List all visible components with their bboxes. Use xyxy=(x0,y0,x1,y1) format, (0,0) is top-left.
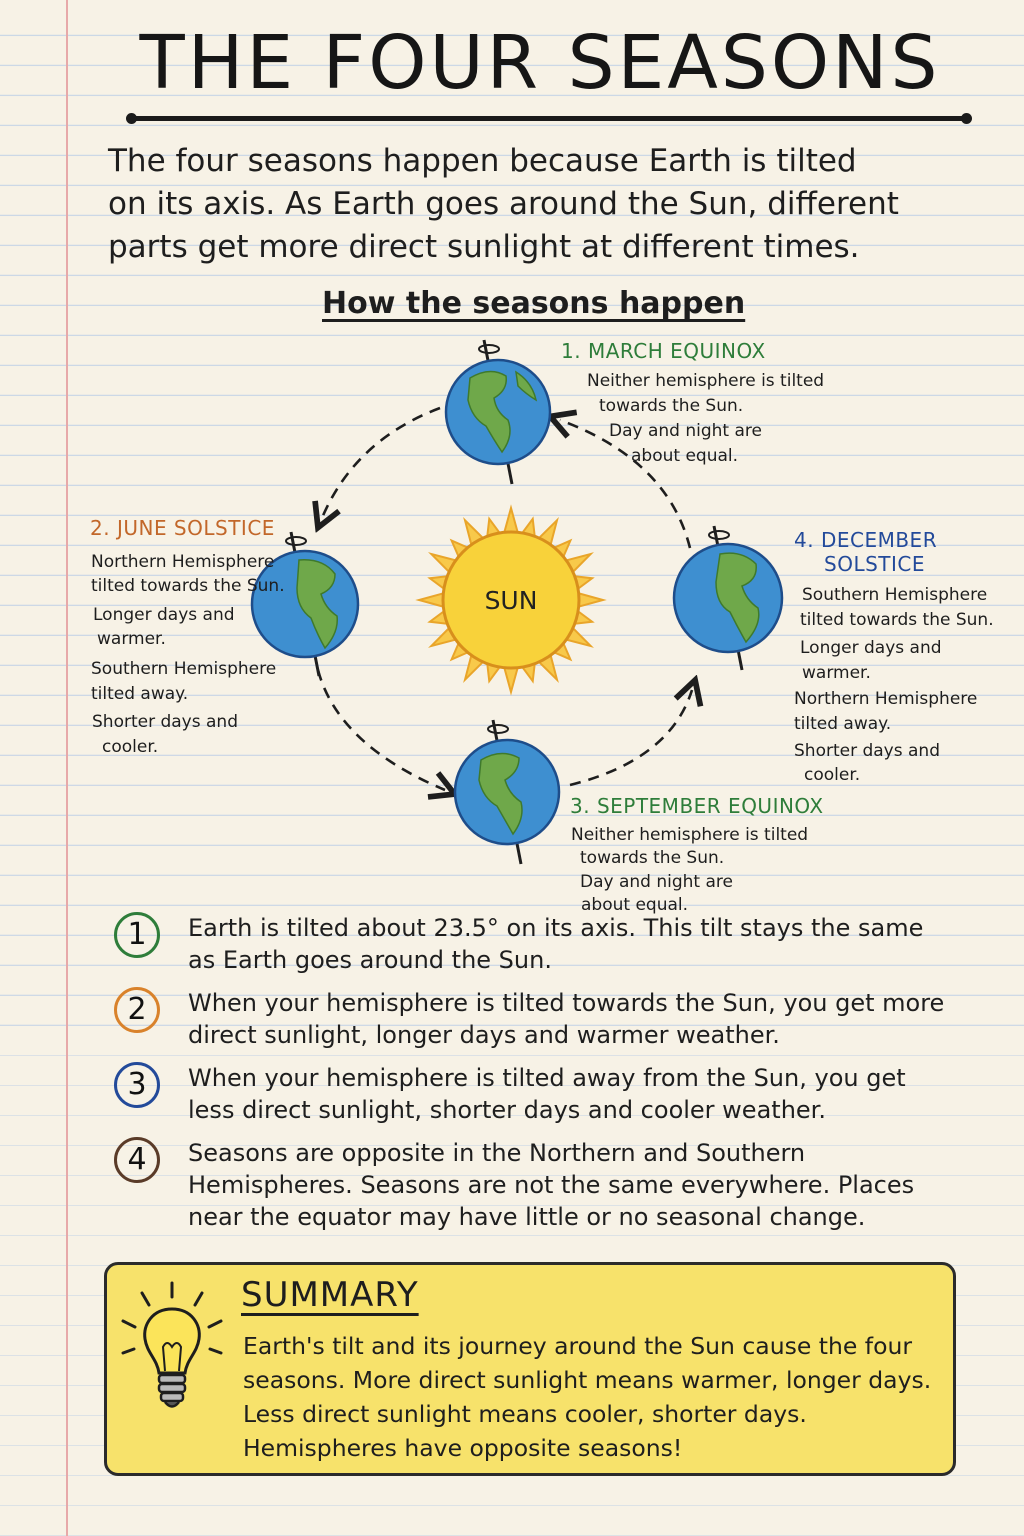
number-badge: 3 xyxy=(114,1062,160,1108)
season-desc-line: towards the Sun. xyxy=(580,848,725,868)
season-desc-line: Day and night are xyxy=(609,421,762,441)
season-desc-line: tilted away. xyxy=(794,714,892,734)
earth-march-icon xyxy=(446,340,550,484)
page-title: THE FOUR SEASONS xyxy=(139,20,941,106)
point-text: Earth is tilted about 23.5° on its axis. This tilt stays the same as Earth goes around the Sun. xyxy=(188,914,924,974)
summary-box xyxy=(104,1262,956,1476)
season-desc-line: Neither hemisphere is tilted xyxy=(571,825,809,845)
summary-line: Earth's tilt and its journey around the Sun cause the four xyxy=(243,1332,913,1360)
season-desc-line: tilted towards the Sun. xyxy=(91,576,285,596)
summary-text xyxy=(243,1329,933,1465)
earth-september-icon xyxy=(455,720,559,864)
season-desc-line: Longer days and xyxy=(93,605,235,625)
summary-line: seasons. More direct sunlight means warmer, longer days. xyxy=(243,1366,932,1394)
season-desc-line: Neither hemisphere is tilted xyxy=(587,371,825,391)
diagram-heading: How the seasons happen xyxy=(322,286,746,321)
season-desc-line: Southern Hemisphere xyxy=(91,659,277,679)
season-label-december: 4. DECEMBER xyxy=(794,528,938,552)
number-badge: 2 xyxy=(114,987,160,1033)
lightbulb-icon xyxy=(117,1277,227,1427)
season-label-september: 3. SEPTEMBER EQUINOX xyxy=(570,794,824,818)
season-desc-line: cooler. xyxy=(102,737,159,757)
sun-label: SUN xyxy=(484,586,538,615)
number-badge: 4 xyxy=(114,1137,160,1183)
number-badge: 1 xyxy=(114,912,160,958)
intro-paragraph xyxy=(108,140,938,269)
season-desc-line: tilted away. xyxy=(91,684,189,704)
season-desc-line: warmer. xyxy=(802,663,871,683)
season-label-march: 1. MARCH EQUINOX xyxy=(561,339,766,363)
list-item xyxy=(114,912,954,976)
sun-ray xyxy=(419,593,445,607)
summary-line: Hemispheres have opposite seasons! xyxy=(243,1434,683,1462)
season-label-december-line2: SOLSTICE xyxy=(824,552,925,576)
key-points-list xyxy=(114,912,954,1244)
list-item xyxy=(114,987,954,1051)
season-desc-line: about equal. xyxy=(581,895,689,915)
season-label-june: 2. JUNE SOLSTICE xyxy=(90,516,275,540)
sun-ray xyxy=(577,593,603,607)
point-text: When your hemisphere is tilted towards the Sun, you get more direct sunlight, longer days and warmer weather. xyxy=(188,989,945,1049)
seasons-orbit-diagram xyxy=(0,320,1024,920)
intro-line: The four seasons happen because Earth is tilted xyxy=(108,143,857,179)
orbit-path-3-to-4 xyxy=(570,690,692,785)
point-text: When your hemisphere is tilted away from the Sun, you get less direct sunlight, shorter days and cooler weather. xyxy=(188,1064,906,1124)
sun-icon xyxy=(419,508,603,692)
summary-line: Less direct sunlight means cooler, shorter days. xyxy=(243,1400,807,1428)
season-desc-line: cooler. xyxy=(804,765,861,785)
point-text: Seasons are opposite in the Northern and Southern Hemispheres. Seasons are not the same everywhere. Places near the equator may have little or no seasonal change. xyxy=(188,1139,915,1231)
sun-ray xyxy=(504,508,518,534)
season-desc-line: Shorter days and xyxy=(92,712,238,732)
season-desc-line: Southern Hemisphere xyxy=(802,585,988,605)
list-item xyxy=(114,1137,954,1233)
season-desc-line: Day and night are xyxy=(580,872,733,892)
season-desc-line: Shorter days and xyxy=(794,741,940,761)
season-desc-line: warmer. xyxy=(97,629,166,649)
season-desc-line: about equal. xyxy=(631,446,739,466)
orbit-path-2-to-3 xyxy=(318,670,445,790)
intro-line: parts get more direct sunlight at different times. xyxy=(108,229,860,265)
sun-ray xyxy=(504,666,518,692)
season-desc-line: towards the Sun. xyxy=(599,396,744,416)
season-desc-line: Longer days and xyxy=(800,638,942,658)
intro-line: on its axis. As Earth goes around the Sun, different xyxy=(108,186,899,222)
season-desc-line: Northern Hemisphere xyxy=(91,552,275,572)
season-desc-line: tilted towards the Sun. xyxy=(800,610,994,630)
orbit-path-1-to-2 xyxy=(322,408,440,518)
title-underline xyxy=(130,116,968,121)
summary-title: SUMMARY xyxy=(241,1275,419,1315)
list-item xyxy=(114,1062,954,1126)
season-desc-line: Northern Hemisphere xyxy=(794,689,978,709)
